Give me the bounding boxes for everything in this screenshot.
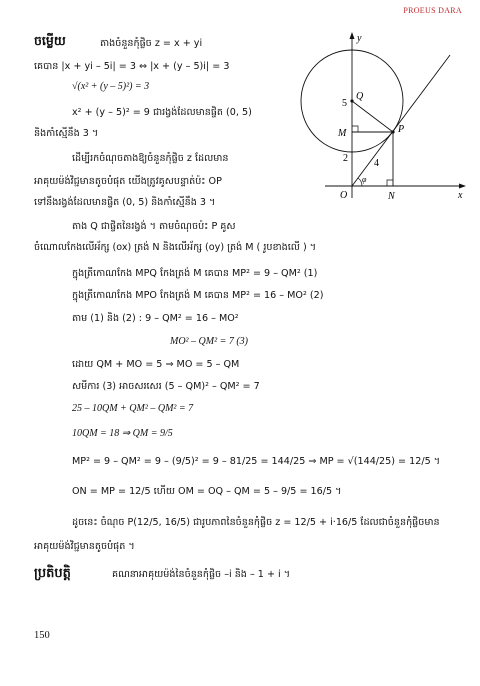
solution-line: x² + (y – 5)² = 9 ជារង្វង់ដែលមានផ្ចិត (0, 5) <box>72 107 252 118</box>
solution-line: MO² – QM² = 7 (3) <box>170 336 249 347</box>
header-brand: PROEUS DARA <box>403 6 462 15</box>
solution-line: តាង Q ជាផ្ចិតនៃរង្វង់ ។ តាមចំណុចប៉ះ P គូស <box>72 221 236 232</box>
solution-line: ក្នុងត្រីកោណកែង MPQ កែងត្រង់ M គេបាន MP² = 9 – QM² (1) <box>72 268 318 279</box>
solution-line: MP² = 9 – QM² = 9 – (9/5)² = 9 – 81/25 = 144/25 ⇒ MP = √(144/25) = 12/5 ។ <box>72 456 441 467</box>
solution-line: ចំណោលកែងលើអ័ក្ស (ox) ត្រង់ N និងលើអ័ក្ស (oy) ត្រង់ M ( រូបខាងលើ ) ។ <box>34 242 317 253</box>
solution-line: ដើម្បីរកចំណុចតាងឱ្យចំនួនកុំផ្លិច z ដែលមាន <box>72 153 229 164</box>
label-four: 4 <box>374 158 379 169</box>
solution-line: និងកាំស្មើនឹង 3 ។ <box>34 128 99 139</box>
solution-line: ទៅនឹងរង្វង់ដែលមានផ្ចិត (0, 5) និងកាំស្មើនឹង 3 ។ <box>34 197 216 208</box>
label-five: 5 <box>342 98 347 109</box>
label-N: N <box>388 191 395 202</box>
label-x: x <box>458 190 463 201</box>
label-M: M <box>338 128 347 139</box>
solution-line: 25 – 10QM + QM² – QM² = 7 <box>72 403 194 414</box>
exercise-heading: ប្រតិបត្តិ <box>34 566 71 581</box>
label-O: O <box>340 190 348 201</box>
solution-line: ក្នុងត្រីកោណកែង MPO កែងត្រង់ M គេបាន MP² = 16 – MO² (2) <box>72 290 324 301</box>
solution-line: អាគុយម៉ង់វិជ្ជមានតូចបំផុត យើងត្រូវគូសបន្ទាត់ប៉ះ OP <box>34 176 222 187</box>
solution-line: ដូចនេះ ចំណុច P(12/5, 16/5) ជារូបភាពនៃចំនួនកុំផ្លិច z = 12/5 + i·16/5 ដែលជាចំនួនកុំផ្លិចមាន <box>72 517 440 528</box>
solution-line: អាគុយម៉ង់វិជ្ជមានតូចបំផុត ។ <box>34 541 135 552</box>
solution-line: តាងចំនួនកុំផ្លិច z = x + yi <box>100 38 203 49</box>
label-phi: φ <box>362 175 367 184</box>
label-Q: Q <box>356 91 364 102</box>
label-y: y <box>357 33 362 44</box>
circle-tangent-figure <box>280 28 470 208</box>
solution-line: ON = MP = 12/5 ហើយ OM = OQ – QM = 5 – 9/5 = 16/5 ។ <box>72 486 342 497</box>
solution-line: សមីការ (3) អាចសរសេរ (5 – QM)² – QM² = 7 <box>72 381 260 392</box>
exercise-text: គណនាអាគុយម៉ង់នៃចំនួនកុំផ្លិច –i និង – 1 + i ។ <box>112 569 291 580</box>
label-P: P <box>398 124 405 135</box>
solution-line: គេបាន |x + yi – 5i| = 3 ⇔ |x + (y – 5)i| = 3 <box>34 61 230 72</box>
page-number: 150 <box>34 630 50 641</box>
solution-line: តាម (1) និង (2) : 9 – QM² = 16 – MO² <box>72 313 239 324</box>
label-two: 2 <box>343 153 348 164</box>
tangent-line <box>352 55 450 186</box>
solution-line: √(x² + (y – 5)²) = 3 <box>72 81 150 92</box>
solution-line: 10QM = 18 ⇒ QM = 9/5 <box>72 428 173 439</box>
solution-heading: ចម្លើយ <box>34 33 66 48</box>
solution-line: ដោយ QM + MO = 5 ⇒ MO = 5 – QM <box>72 359 240 370</box>
